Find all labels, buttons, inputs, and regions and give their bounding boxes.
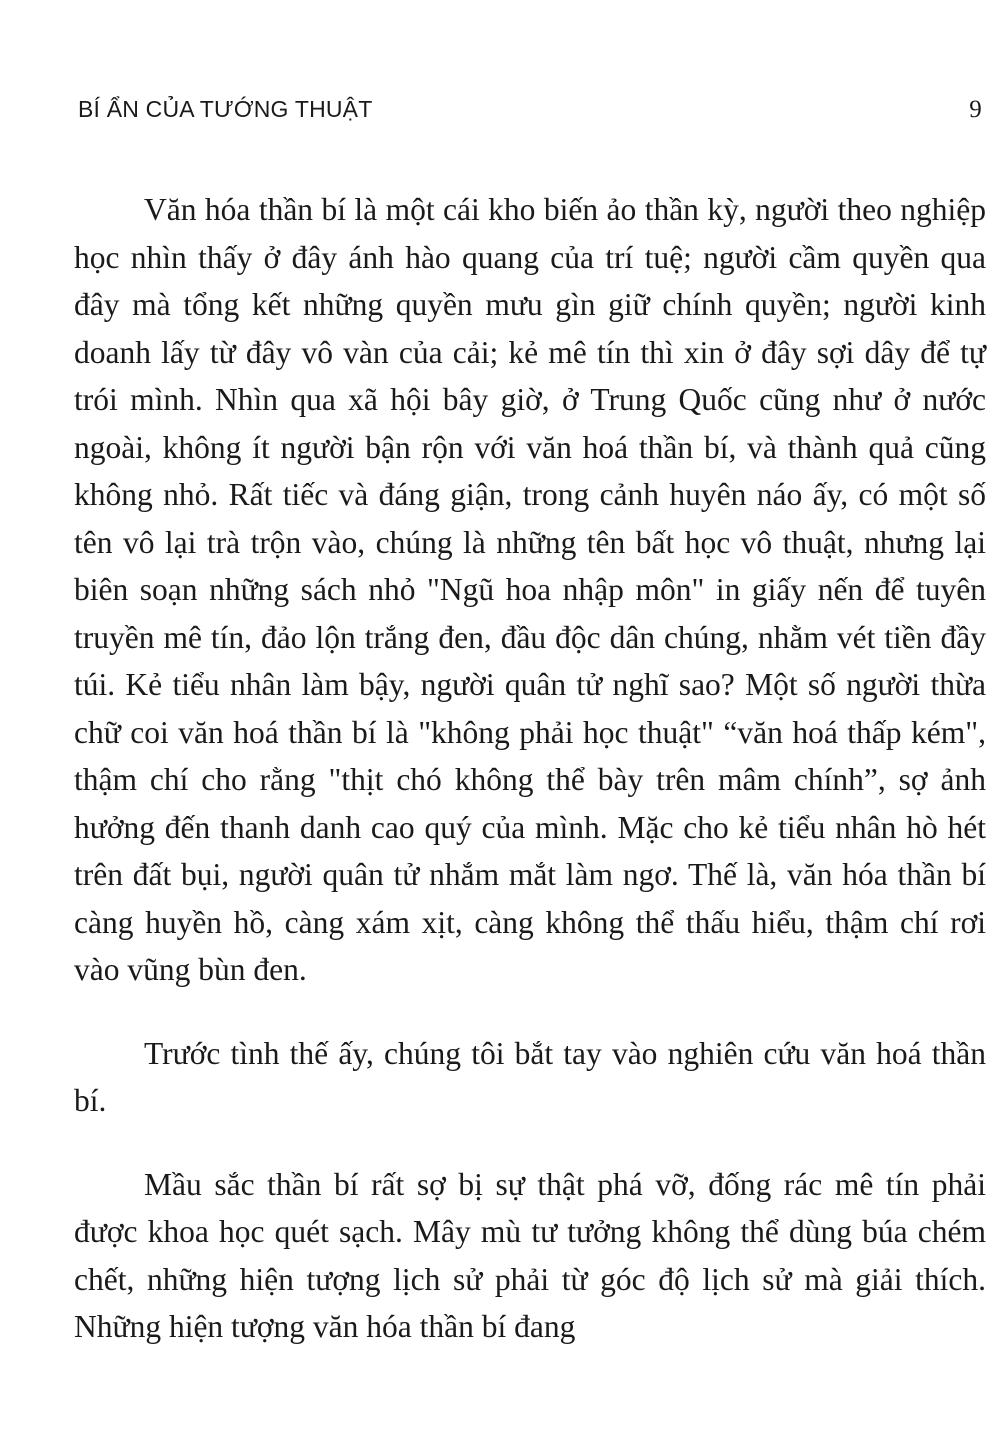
body-text: [74, 186, 986, 1351]
running-header: [78, 96, 982, 130]
paragraph: Văn hóa thần bí là một cái kho biến ảo thần kỳ, người theo nghiệp học nhìn thấy ở đây ánh hào quang của trí tuệ; người cầm quyền qua đây mà tổng kết những quyền mưu gìn giữ chính quyền; người kinh doanh lấy từ đây vô vàn của cải; kẻ mê tín thì xin ở đây sợi dây để tự trói mình. Nhìn qua xã hội bây giờ, ở Trung Quốc cũng như ở nước ngoài, không ít người bận rộn với văn hoá thần bí, và thành quả cũng không nhỏ. Rất tiếc và đáng giận, trong cảnh huyên náo ấy, có một số tên vô lại trà trộn vào, chúng là những tên bất học vô thuật, nhưng lại biên soạn những sách nhỏ "Ngũ hoa nhập môn" in giấy nến để tuyên truyền mê tín, đảo lộn trắng đen, đầu độc dân chúng, nhằm vét tiền đầy túi. Kẻ tiểu nhân làm bậy, người quân tử nghĩ sao? Một số người thừa chữ coi văn hoá thần bí là "không phải học thuật" “văn hoá thấp kém", thậm chí cho rằng "thịt chó không thể bày trên mâm chính”, sợ ảnh hưởng đến thanh danh cao quý của mình. Mặc cho kẻ tiểu nhân hò hét trên đất bụi, người quân tử nhắm mắt làm ngơ. Thế là, văn hóa thần bí càng huyền hồ, càng xám xịt, càng không thể thấu hiểu, thậm chí rơi vào vũng bùn đen.: [74, 192, 986, 987]
page-number: 9: [969, 96, 982, 123]
paragraph: Mầu sắc thần bí rất sợ bị sự thật phá vỡ, đống rác mê tín phải được khoa học quét sạch. Mây mù tư tưởng không thể dùng búa chém chết, những hiện tượng lịch sử phải từ góc độ lịch sử mà giải thích. Những hiện tượng văn hóa thần bí đang: [74, 1166, 986, 1344]
paragraph: Trước tình thế ấy, chúng tôi bắt tay vào nghiên cứu văn hoá thần bí.: [74, 1035, 986, 1118]
running-title: BÍ ẨN CỦA TƯỚNG THUẬT: [78, 96, 373, 122]
